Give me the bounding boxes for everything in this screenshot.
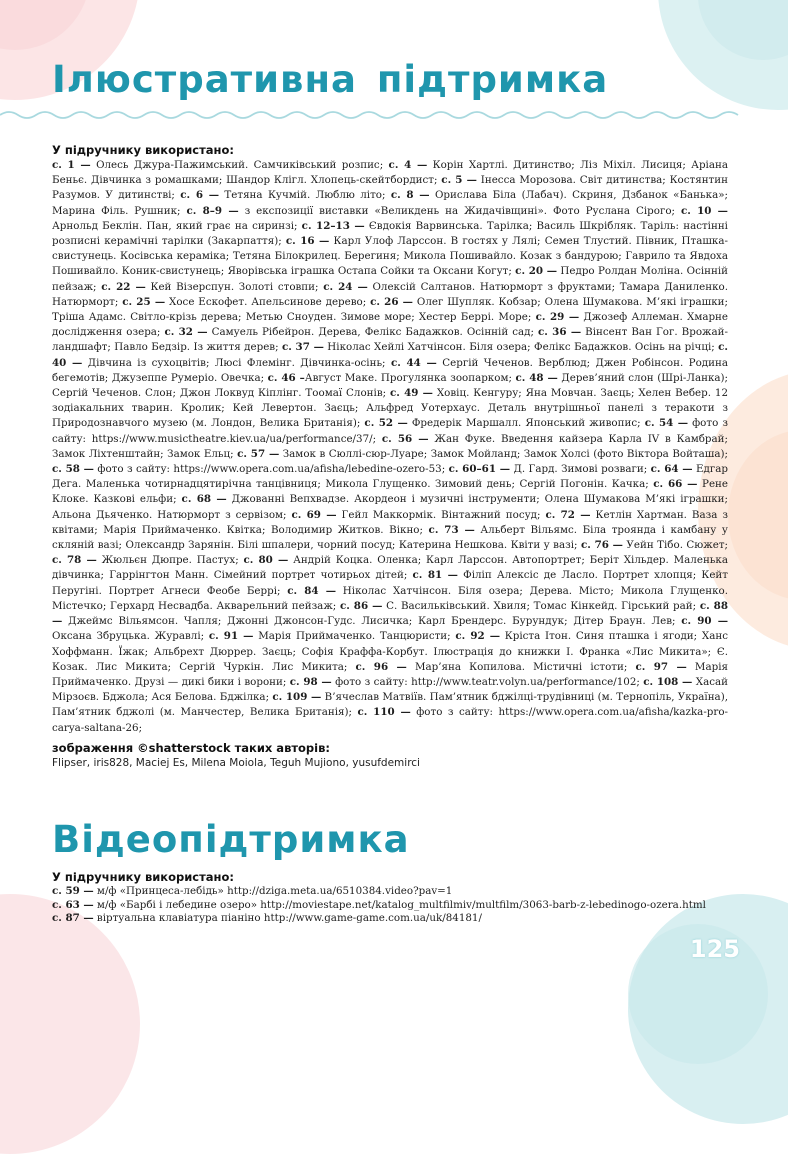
credit-text: Андрій Коцка. Оленка; Карл Ларссон. Автопортрет; Беріт Хільдер. Маленька дівчинка; Гаррінгтон Манн. Сімейний портрет чотирьох дітей; <box>52 554 728 582</box>
page-ref: с. 6 — <box>180 189 220 202</box>
page-ref: с. 64 — <box>650 463 693 476</box>
page-ref: с. 69 — <box>291 508 337 521</box>
credit-text: Марія Приймаченко. Друзі — дикі бики і ворони; <box>52 660 728 688</box>
page-ref: с. 86 — <box>339 599 383 612</box>
credit-text: Філіп Алексіс де Ласло. Портрет хлопця; Кейт Перугіні. Портрет Агнеси Феобе Беррі; <box>52 569 728 597</box>
video-section <box>52 870 728 926</box>
credit-text: Корін Хартлі. Дитинство; Ліз Міхіл. Лисиця; Аріана Беньє. Дівчинка з ромашками; Шандор Клігл. Хлопець-скейтбордист; <box>52 159 728 187</box>
credit-text: Дівчина із сухоцвітів; Люсі Флемінг. Дівчинка-осінь; <box>82 356 391 369</box>
video-text: м/ф «Барбі і лебедине озеро» http://moviestape.net/katalog_multfilmiv/multfilm/3063-barb-z-lebedinogo-ozera.html <box>93 898 706 911</box>
credit-text: Хасай Мірзоєв. Бджола; Ася Белова. Бджілка; <box>52 675 729 704</box>
credit-text: Інесса Морозова. Світ дитинства; Костянтин Разумов. У дитинстві; <box>52 174 728 202</box>
credit-text: Фредерік Маршалл. Японський живопис; <box>407 417 645 430</box>
page-ref: с. 84 — <box>287 584 336 597</box>
credit-text: Ніколас Хейлі Хатчінсон. Біля озера; Фелікс Бадажков. Осінь на річці; <box>323 341 719 354</box>
credit-text: Євдокія Варвинська. Тарілка; Василь Шкрібляк. Таріль: настінні розписні керамічні тарілки (Закарпаття); <box>52 219 728 248</box>
credit-text: Джеймс Вільямсон. Чапля; Джонні Джонсон-Гудс. Лисичка; Карл Брендерс. Бурундук; Дітер Браун. Лев; <box>62 615 682 628</box>
page-ref: с. 66 — <box>653 478 698 491</box>
page-ref: с. 92 — <box>455 630 501 643</box>
page-ref: с. 1 — <box>52 159 91 171</box>
credit-text: Марія Приймаченко. Танцюристи; <box>253 630 456 643</box>
credit-text: з експозиції виставки «Великдень на Жидачівщині». Фото Руслана Сірого; <box>238 204 681 217</box>
page-ref: с. 88 — <box>52 599 728 628</box>
credit-text: Оксана Збруцька. Журавлі; <box>52 630 209 643</box>
page-ref: с. 37 — <box>281 341 324 354</box>
credit-text: Альберт Вільямс. Біла троянда і камбану у скляній вазі; Олександр Зарянін. Білі шпалери, чорний посуд; Катерина Нешкова. Квіти у вазі; <box>52 523 728 552</box>
page-ref: с. 90 — <box>681 615 729 628</box>
credit-text: Жюльєн Дюпре. Пастух; <box>96 554 244 567</box>
video-label: У підручнику використано: <box>52 870 234 884</box>
page-ref: с. 10 — <box>680 204 728 217</box>
page-ref: с. 25 — <box>122 295 166 308</box>
page-ref: с. 16 — <box>285 235 330 248</box>
decor-bubble <box>0 894 140 1154</box>
page-ref: с. 36 — <box>537 326 582 339</box>
credit-text: Карл Улоф Ларссон. В гостях у Лялі; Семен Тлустий. Півник, Пташка-свистунець. Косівська кераміка; Тетяна Білокрилец. Берегиня; Микола Пошивайло. Козак з бандурою; Гаврило та Явдоха Пошивайло. Коник-свистунець; Яворівська іграшка Остапа Сойки та Оксани Когут; <box>52 235 728 278</box>
credit-text: Джозеф Аллеман. Хмарне дослідження озера; <box>52 311 729 339</box>
credit-text: Педро Ролдан Моліна. Осінній пейзаж; <box>52 265 729 293</box>
page-ref: с. 63 — <box>52 898 94 911</box>
video-item <box>52 885 728 899</box>
page-ref: с. 46 – <box>267 371 305 384</box>
page-ref: с. 58 — <box>52 463 94 476</box>
page-ref: с. 59 — <box>52 885 94 897</box>
credit-text: Мар’яна Копилова. Містичні істоти; <box>406 660 636 673</box>
page-ref: с. 110 — <box>357 706 411 719</box>
credit-text: Хосе Ескофет. Апельсинове дерево; <box>165 295 371 308</box>
video-text: м/ф «Принцеса-лебідь» http://dziga.meta.ua/6510384.video?pav=1 <box>93 885 453 897</box>
credit-text: Жан Фуке. Введення кайзера Карла IV в Камбрай; Замок Ліхтенштайн; Замок Ельц; <box>52 432 728 460</box>
credit-text: Ховіц. Кенгуру; Яна Мовчан. Заєць; Хелен Вебер. 12 зодіакальних тварин. Кролик; Кей Левертон. Заєць; Альфред Уотерхаус. Деталь внутрішньої панелі з теракоти з Природознавчого музею (м. Лондон, Велика Британія); <box>52 387 729 430</box>
page-ref: с. 78 — <box>52 554 97 567</box>
page-ref: с. 54 — <box>644 417 689 430</box>
shutterstock-authors: Flipser, iris828, Maciej Es, Milena Moiola, Teguh Mujiono, yusufdemirci <box>52 756 420 769</box>
credit-text: Дерев’яний слон (Шрі-Ланка); Сергій Чеченов. Слон; Джон Локвуд Кіплінг. Тоомаї Слонів; <box>52 371 729 400</box>
credit-text: Вінсент Ван Гог. Врожай-ландшафт; Павло Бедзір. Із життя дерев; <box>52 326 728 354</box>
credit-text: Тетяна Кучмій. Люблю літо; <box>219 189 391 202</box>
credit-text: Кетлін Хартман. Ваза з квітами; Марія Приймаченко. Квітка; Володимир Житков. Вікно; <box>52 508 728 536</box>
credit-text: С. Васильківський. Хвиля; Томас Кінкейд. Гірський рай; <box>382 599 700 612</box>
page-ref: с. 44 — <box>390 356 437 369</box>
page-ref: с. 81 — <box>412 569 458 582</box>
page-ref: с. 8 — <box>390 189 430 202</box>
page-ref: с. 68 — <box>181 493 227 506</box>
credit-text: Кріста Ітон. Синя пташка і ягоди; Ханс Хоффманн. Їжак; Альбрехт Дюррер. Заєць; Софія Краффа-Корбут. Ілюстрація до книжки І. Франка «Лис Микита»; Є. Козак. Лис Микита; Сергій Чуркін. Лис Микита; <box>52 630 728 673</box>
page-ref: с. 56 — <box>381 432 429 445</box>
page-ref: с. 108 — <box>643 675 693 688</box>
page-ref: с. 32 — <box>164 326 208 339</box>
credit-text: Едгар Дега. Маленька чотирнадцятирічна танцівниця; Микола Глущенко. Зимовий день; Сергій Погонін. Качка; <box>52 463 729 491</box>
page-ref: с. 29 — <box>535 311 580 324</box>
credit-text: Самуель Рібейрон. Дерева, Фелікс Бадажков. Осінній сад; <box>207 326 538 339</box>
video-item <box>52 899 728 913</box>
page-ref: с. 8–9 — <box>186 204 239 217</box>
credit-text: Д. Гард. Зимові розваги; <box>510 463 651 476</box>
page-ref: с. 96 — <box>355 660 407 673</box>
page-ref: с. 40 — <box>52 341 728 369</box>
page-ref: с. 97 — <box>635 660 687 673</box>
shutterstock-label: зображення ©shatterstock таких авторів: <box>52 740 330 755</box>
page-ref: с. 48 — <box>515 371 558 384</box>
credit-text: Рене Клоке. Казкові ельфи; <box>52 478 728 506</box>
page-ref: с. 26 — <box>370 295 413 308</box>
page-ref: с. 76 — <box>580 539 623 552</box>
credit-text: Кей Візерспун. Золоті стовпи; <box>145 280 324 293</box>
page-ref: с. 49 — <box>390 387 433 400</box>
page-ref: с. 12–13 — <box>301 219 365 232</box>
credit-text: Уейн Тібо. Сюжет; <box>622 539 728 552</box>
page-ref: с. 91 — <box>208 630 254 643</box>
page-ref: с. 73 — <box>428 523 475 536</box>
credit-text: Ніколас Хатчінсон. Біля озера; Дерева. Місто; Микола Глущенко. Містечко; Герхард Несвадба. Акварельний пейзаж; <box>52 584 728 612</box>
page-ref: с. 109 — <box>272 691 322 704</box>
illustrations-label: У підручнику використано: <box>52 143 234 157</box>
page-ref: с. 60–61 — <box>448 463 511 476</box>
credit-text: фото з сайту: https://www.opera.com.ua/afisha/kazka-pro-carya-saltana-26; <box>52 706 728 734</box>
page-ref: с. 57 — <box>237 447 280 460</box>
page-ref: с. 5 — <box>441 174 477 187</box>
page-ref: с. 4 — <box>388 159 428 171</box>
page-ref: с. 80 — <box>243 554 289 567</box>
page-ref: с. 72 — <box>545 508 591 521</box>
credit-text: Сергій Чеченов. Верблюд; Джен Робінсон. Родина бегемотів; Джузеппе Румеріо. Овечка; <box>52 356 728 384</box>
credit-text: Замок в Сюллі-сюр-Луаре; Замок Мойланд; Замок Холсі (фото Віктора Войташа); <box>279 447 728 460</box>
wavy-divider <box>0 108 740 122</box>
credit-text: Олексій Салтанов. Натюрморт з фруктами; Тамара Даниленко. Натюрморт; <box>52 280 728 308</box>
page-number: 125 <box>689 935 740 963</box>
video-item <box>52 912 728 926</box>
credit-text: Джованні Вепхвадзе. Акордеон і музичні інструменти; Олена Шумакова М’які іграшки; Альона Дьяченко. Натюрморт з сервізом; <box>52 493 729 521</box>
page-ref: с. 87 — <box>52 912 94 925</box>
credit-text: Олег Шупляк. Кобзар; Олена Шумакова. М’які іграшки; Тріша Адамс. Світло-крізь дерева; Метью Сноуден. Зимове море; Хестер Беррі. Море; <box>52 295 728 324</box>
page-ref: с. 22 — <box>101 280 146 293</box>
credit-text: фото з сайту: http://www.teatr.volyn.ua/performance/102; <box>331 675 644 688</box>
credit-text: Олесь Джура-Пажимський. Самчиківський розпис; <box>90 159 389 171</box>
section-title-video: Відеопідтримка <box>52 818 410 861</box>
credit-text: Орислава Біла (Лабач). Скриня, Дзбанок «Банька»; Марина Філь. Рушник; <box>52 189 728 217</box>
credit-text: Август Маке. Прогулянка зоопарком; <box>304 371 516 384</box>
credit-text: фото з сайту: https://www.opera.com.ua/afisha/lebedine-ozero-53; <box>93 463 449 476</box>
illustrations-list <box>52 158 728 736</box>
page-ref: с. 98 — <box>289 675 332 688</box>
section-title-illustrative: Ілюстративна підтримка <box>52 58 609 101</box>
illustrations-section <box>52 143 728 771</box>
credit-text: В’ячеслав Матвіїв. Пам’ятник бджілці-трудівниці (м. Тернопіль, Україна), Пам’ятник бджолі (м. Манчестер, Велика Британія); <box>52 691 728 719</box>
credit-text: фото з сайту: https://www.musictheatre.kiev.ua/ua/performance/37/; <box>52 417 728 445</box>
page-ref: с. 52 — <box>364 417 408 430</box>
page-ref: с. 24 — <box>323 280 368 293</box>
page-ref: с. 20 — <box>515 265 558 278</box>
credit-text: Гейл Маккормік. Вінтажний посуд; <box>336 508 546 521</box>
credit-text: Арнольд Беклін. Пан, який грає на сиринзі; <box>52 219 302 232</box>
video-text: віртуальна клавіатура піаніно http://www.game-game.com.ua/uk/84181/ <box>93 912 482 925</box>
video-list <box>52 885 728 926</box>
